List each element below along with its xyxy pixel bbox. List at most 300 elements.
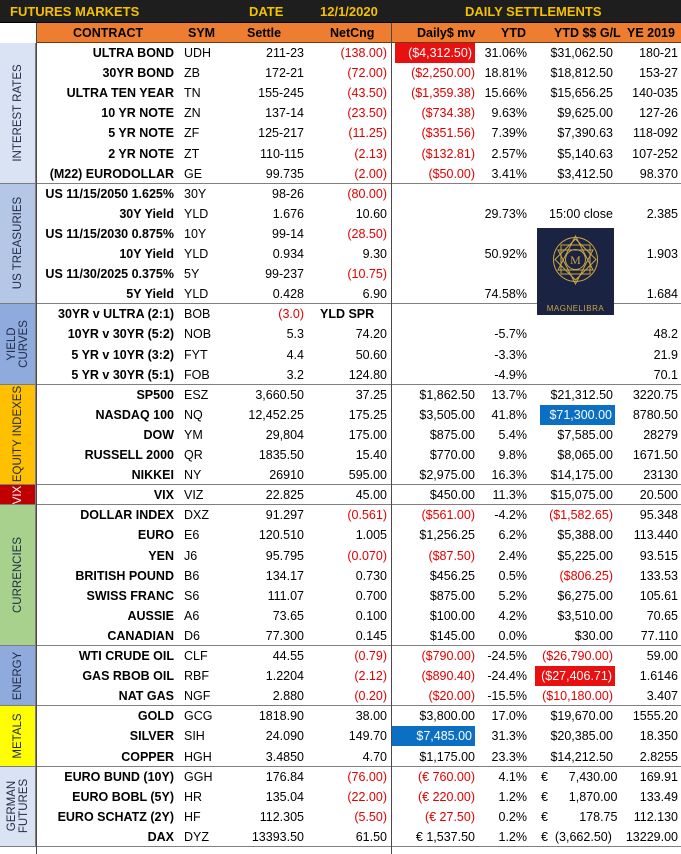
cell-sym: YM [184, 427, 203, 442]
section-label-text: CURRENCIES [11, 537, 24, 614]
cell-daily [392, 264, 475, 284]
section-label-text: YIELD CURVES [5, 320, 30, 368]
cell-contract: NAT GAS [118, 689, 174, 704]
cell-daily: ($890.40) [421, 669, 475, 684]
cell-contract: 10YR v 30YR (5:2) [67, 327, 174, 342]
cell-settle: 91.297 [265, 508, 304, 523]
cell-contract: NASDAQ 100 [95, 407, 174, 422]
table-row [36, 405, 681, 425]
cell-netcng: 50.60 [355, 347, 387, 362]
cell-sym: D6 [184, 628, 200, 643]
cell-ytd: 9.63% [491, 106, 527, 121]
cell-contract: RUSSELL 2000 [84, 448, 174, 462]
cell-ye: 13229.00 [625, 829, 678, 844]
section-label [0, 505, 36, 646]
cell-sym: HR [184, 789, 203, 804]
cell-settle: 44.55 [272, 649, 304, 663]
cell-daily: ($734.38) [421, 106, 475, 121]
cell-sym: J6 [184, 548, 198, 563]
cell-ye: 1.903 [646, 247, 678, 261]
cell-settle: 1818.90 [258, 709, 304, 724]
section-label-text: VIX [11, 485, 24, 505]
table-row [36, 505, 681, 525]
cell-ye: 1.684 [646, 287, 678, 302]
cell-netcng: 0.700 [355, 588, 387, 603]
cell-daily [392, 204, 475, 224]
magnelibra-logo [537, 228, 614, 315]
table-row [36, 827, 681, 847]
cell-contract: SWISS FRANC [86, 588, 174, 603]
cell-contract: GOLD [137, 709, 174, 724]
cell-ye: 133.49 [639, 789, 678, 804]
cell-sym: ESZ [184, 387, 209, 402]
cell-netcng: (0.20) [354, 689, 387, 704]
cell-netcng: 175.00 [348, 427, 387, 442]
cell-sym: YLD [184, 287, 209, 302]
col-settle: Settle [247, 26, 282, 40]
col-ye: YE 2019 [627, 26, 675, 40]
divider-left [36, 23, 37, 854]
cell-netcng: 15.40 [355, 448, 387, 462]
cell-netcng: 37.25 [355, 387, 387, 402]
cell-settle: 3.2 [286, 367, 304, 382]
cell-contract: WTI CRUDE OIL [78, 649, 174, 663]
date-label: DATE [249, 4, 284, 19]
cell-ye: 2.385 [646, 206, 678, 221]
cell-gl: $3,412.50 [557, 166, 613, 181]
cell-contract: EURO BUND (10Y) [64, 769, 174, 784]
cell-sym: GGH [184, 769, 213, 784]
cell-daily: $7,485.00 [392, 726, 475, 746]
table-row [36, 626, 681, 646]
col-contract: CONTRACT [73, 26, 144, 40]
table-row [36, 83, 681, 103]
cell-gl: $9,625.00 [557, 106, 613, 121]
svg-text:M: M [570, 253, 581, 267]
cell-daily: $1,256.25 [419, 528, 475, 543]
cell-gl: € 178.75 [541, 809, 618, 824]
col-netcng: NetCng [330, 26, 375, 40]
cell-contract: US 11/15/2050 1.625% [45, 186, 174, 201]
cell-ytd: 41.8% [491, 407, 527, 422]
cell-contract: US 11/30/2025 0.375% [45, 267, 174, 282]
cell-sym: A6 [184, 608, 200, 623]
cell-netcng: 61.50 [355, 829, 387, 844]
cell-contract: DOLLAR INDEX [80, 508, 174, 523]
table-row [36, 787, 681, 807]
cell-sym: HGH [184, 749, 212, 764]
cell-contract: EURO BOBL (5Y) [72, 789, 174, 804]
cell-ye: 3.407 [646, 689, 678, 704]
cell-contract: CANADIAN [107, 628, 174, 643]
cell-ytd: 0.5% [498, 568, 527, 583]
section-label [0, 43, 36, 184]
title: FUTURES MARKETS [10, 4, 140, 19]
cell-contract: AUSSIE [127, 608, 174, 623]
cell-ye: 1671.50 [632, 448, 678, 462]
cell-sym: GCG [184, 709, 213, 724]
cell-ye: 1.6146 [639, 669, 678, 684]
cell-gl: $3,510.00 [557, 608, 613, 623]
cell-daily [392, 224, 475, 244]
title-bar [0, 0, 681, 23]
cell-ye: 105.61 [639, 588, 678, 603]
cell-sym: FYT [184, 347, 208, 362]
cell-settle: 73.65 [272, 608, 304, 623]
cell-ye [618, 224, 678, 244]
cell-ye: 3220.75 [632, 387, 678, 402]
cell-sym: ZB [184, 66, 200, 81]
cell-contract: 10Y Yield [119, 247, 174, 261]
cell-settle: 12,452.25 [248, 407, 304, 422]
cell-contract: BRITISH POUND [75, 568, 174, 583]
cell-daily: ($50.00) [428, 166, 475, 181]
cell-contract: SP500 [136, 387, 174, 402]
cell-contract: DAX [147, 829, 174, 844]
table-row [36, 345, 681, 365]
cell-sym: NOB [184, 327, 212, 342]
cell-sym: QR [184, 448, 203, 462]
cell-sym: NGF [184, 689, 211, 704]
cell-gl: $71,300.00 [540, 405, 615, 425]
cell-sym: NY [184, 468, 202, 483]
data-grid [36, 43, 681, 854]
cell-ye: 169.91 [639, 769, 678, 784]
cell-contract: EURO SCHATZ (2Y) [57, 809, 174, 824]
cell-contract: YEN [148, 548, 174, 563]
cell-netcng: 9.30 [362, 247, 387, 261]
cell-daily [392, 284, 475, 304]
cell-daily: ($20.00) [428, 689, 475, 704]
cell-netcng: (72.00) [347, 66, 387, 81]
cell-daily [392, 244, 475, 264]
cell-netcng: (138.00) [340, 46, 387, 60]
cell-ytd: 1.2% [498, 829, 527, 844]
cell-gl [535, 345, 613, 365]
table-row [36, 706, 681, 726]
cell-contract: 10 YR NOTE [101, 106, 174, 121]
cell-sym: 30Y [184, 186, 207, 201]
table-row [36, 164, 681, 184]
cell-ytd: 50.92% [484, 247, 527, 261]
cell-ytd: 5.4% [498, 427, 527, 442]
col-daily: Daily$ mv [417, 26, 476, 40]
table-row [36, 184, 681, 204]
cell-settle: (3.0) [278, 307, 304, 322]
cell-ye: 127-26 [639, 106, 678, 121]
cell-ytd [476, 264, 527, 284]
cell-settle: 112.305 [259, 809, 304, 824]
cell-netcng: 149.70 [348, 729, 387, 744]
cell-netcng: YLD SPR [320, 307, 375, 322]
cell-gl: $14,212.50 [550, 749, 613, 764]
cell-daily: $1,862.50 [419, 387, 475, 402]
cell-daily: $3,505.00 [419, 407, 475, 422]
section-label [0, 304, 36, 384]
cell-ye: 98.370 [639, 166, 678, 181]
cell-sym: CLF [184, 649, 208, 663]
cell-netcng: (22.00) [347, 789, 387, 804]
cell-gl: $19,670.00 [550, 709, 613, 724]
cell-netcng: (0.070) [347, 548, 387, 563]
section-label [0, 706, 36, 766]
cell-sym: HF [184, 809, 201, 824]
cell-contract: US 11/15/2030 0.875% [45, 226, 174, 241]
section-label-text: ENERGY [11, 651, 24, 700]
cell-contract: ULTRA TEN YEAR [66, 86, 174, 101]
cell-netcng: (2.00) [354, 166, 387, 181]
cell-netcng: 175.25 [348, 407, 387, 422]
cell-sym: ZT [184, 146, 200, 161]
cell-netcng: (23.50) [347, 106, 387, 121]
table-row [36, 144, 681, 164]
cell-ye: 153-27 [639, 66, 678, 81]
cell-netcng: 74.20 [355, 327, 387, 342]
cell-settle: 0.428 [272, 287, 304, 302]
cell-gl [535, 324, 613, 344]
table-row [36, 606, 681, 626]
cell-sym: TN [184, 86, 201, 101]
cell-gl: $5,225.00 [557, 548, 613, 563]
cell-ye: 93.515 [639, 548, 678, 563]
cell-ytd: 5.2% [498, 588, 527, 603]
cell-daily: € 1,537.50 [415, 829, 475, 844]
cell-sym: 5Y [184, 267, 200, 282]
cell-gl: $6,275.00 [557, 588, 613, 603]
cell-sym: YLD [184, 247, 209, 261]
cell-contract: 5 YR v 30YR (5:1) [71, 367, 174, 382]
cell-settle: 134.17 [265, 568, 304, 583]
cell-contract: (M22) EURODOLLAR [49, 166, 174, 181]
cell-ytd [476, 224, 527, 244]
cell-netcng: (11.25) [348, 126, 387, 141]
cell-settle: 22.825 [265, 488, 304, 503]
section-label [0, 767, 36, 847]
cell-gl: € 7,430.00 [541, 769, 618, 784]
cell-ytd: 2.4% [498, 548, 527, 563]
cell-netcng: 6.90 [362, 287, 387, 302]
cell-ye: 2.8255 [639, 749, 678, 764]
cell-settle: 211-23 [266, 46, 304, 60]
cell-contract: DOW [143, 427, 174, 442]
cell-contract: 30Y Yield [119, 206, 174, 221]
table-row [36, 546, 681, 566]
cell-daily [392, 304, 475, 324]
cell-ytd: 1.2% [498, 789, 527, 804]
col-ytd: YTD [501, 26, 526, 40]
cell-ye: 59.00 [646, 649, 678, 663]
cell-settle: 176.84 [265, 769, 304, 784]
cell-ye: 21.9 [653, 347, 678, 362]
cell-ye: 48.2 [653, 327, 678, 342]
cell-gl: € 1,870.00 [541, 789, 618, 804]
cell-ytd: 11.3% [492, 488, 527, 503]
cell-gl: $31,062.50 [550, 46, 613, 60]
cell-netcng: 595.00 [348, 468, 387, 483]
cell-ytd: 17.0% [491, 709, 527, 724]
cell-gl: ($26,790.00) [542, 649, 613, 663]
cell-ye [618, 304, 678, 324]
cell-ytd: 74.58% [484, 287, 527, 302]
table-row [36, 465, 681, 485]
cell-settle: 99-14 [272, 226, 304, 241]
cell-sym: RBF [184, 669, 209, 684]
section-label [0, 385, 36, 486]
cell-ytd: 18.81% [484, 66, 527, 81]
cell-ytd: 16.3% [491, 468, 527, 483]
cell-contract: VIX [153, 488, 174, 503]
cell-netcng: 0.730 [355, 568, 387, 583]
cell-contract: 5 YR v 10YR (3:2) [71, 347, 174, 362]
cell-contract: 30YR BOND [102, 66, 174, 81]
cell-contract: GAS RBOB OIL [82, 669, 174, 684]
section-label [0, 485, 36, 505]
table-row [36, 485, 681, 505]
cell-ytd: 4.1% [498, 769, 527, 784]
cell-settle: 5.3 [286, 327, 304, 342]
cell-netcng: (80.00) [347, 186, 387, 201]
cell-gl [535, 365, 613, 385]
cell-daily: ($561.00) [421, 508, 475, 523]
cell-settle: 110-115 [259, 146, 304, 161]
cell-settle: 24.090 [265, 729, 304, 744]
date-value: 12/1/2020 [320, 4, 378, 19]
cell-contract: 5Y Yield [126, 287, 174, 302]
cell-ye: 107-252 [632, 146, 678, 161]
cell-daily: $875.00 [429, 427, 475, 442]
table-row [36, 43, 681, 63]
table-row [36, 63, 681, 83]
cell-daily: ($351.56) [421, 126, 475, 141]
section-label-text: INTEREST RATES [11, 64, 24, 162]
cell-ytd: 23.3% [491, 749, 527, 764]
cell-ytd: -24.5% [487, 649, 527, 663]
cell-settle: 155-245 [258, 86, 304, 101]
table-row [36, 445, 681, 465]
cell-ytd: -24.4% [487, 669, 527, 684]
cell-netcng: 124.80 [348, 367, 387, 382]
cell-daily [392, 345, 475, 365]
cell-ye: 23130 [643, 468, 678, 483]
cell-daily: (€ 27.50) [424, 809, 475, 824]
table-row [36, 767, 681, 787]
cell-sym: DXZ [184, 508, 209, 523]
cell-netcng: (10.75) [347, 267, 387, 282]
cell-ytd: 31.06% [484, 46, 527, 60]
cell-ye: 77.110 [640, 628, 678, 643]
cell-ye: 133.53 [639, 568, 678, 583]
cell-ytd: 13.7% [491, 387, 527, 402]
cell-sym: ZN [184, 106, 201, 121]
cell-daily: $456.25 [429, 568, 475, 583]
cell-ytd: 2.57% [491, 146, 527, 161]
section-label-text: METALS [11, 713, 24, 759]
cell-ytd: 7.39% [491, 126, 527, 141]
table-row [36, 425, 681, 445]
cell-ye: 70.1 [653, 367, 678, 382]
cell-contract: NIKKEI [131, 468, 174, 483]
cell-ytd [476, 184, 527, 204]
cell-ytd: -4.2% [494, 508, 527, 523]
cell-settle: 137-14 [265, 106, 304, 121]
cell-netcng: 0.145 [355, 628, 387, 643]
cell-daily: $1,175.00 [419, 749, 475, 764]
cell-netcng: (43.50) [347, 86, 387, 101]
cell-ytd: -5.7% [494, 327, 527, 342]
cell-sym: UDH [184, 46, 212, 60]
cell-settle: 135.04 [265, 789, 304, 804]
cell-gl: $14,175.00 [550, 468, 613, 483]
cell-gl: $7,390.63 [557, 126, 613, 141]
cell-daily: $145.00 [429, 628, 475, 643]
cell-netcng: (0.79) [354, 649, 387, 663]
table-row [36, 204, 681, 224]
table-row [36, 586, 681, 606]
cell-netcng: 1.005 [355, 528, 387, 543]
cell-daily [392, 184, 475, 204]
cell-ytd: 4.2% [498, 608, 527, 623]
cell-ye: 113.440 [633, 528, 678, 543]
cell-gl: ($27,406.71) [535, 666, 615, 686]
cell-ytd: 0.2% [498, 809, 527, 824]
cell-ytd: 6.2% [498, 528, 527, 543]
cell-ytd: 15.66% [484, 86, 527, 101]
cell-settle: 77.300 [265, 628, 304, 643]
settlements-title: DAILY SETTLEMENTS [465, 4, 602, 19]
cell-gl: $5,140.63 [557, 146, 613, 161]
cell-daily: ($2,250.00) [411, 66, 475, 81]
table-row [36, 566, 681, 586]
table-row [36, 807, 681, 827]
cell-daily: (€ 220.00) [418, 789, 475, 804]
cell-ye: 118-092 [633, 126, 678, 141]
cell-sym: S6 [184, 588, 200, 603]
cell-settle: 3,660.50 [255, 387, 304, 402]
cell-settle: 1.2204 [265, 669, 304, 684]
cell-daily [392, 365, 475, 385]
cell-settle: 3.4850 [265, 749, 304, 764]
cell-sym: E6 [184, 528, 200, 543]
cell-sym: ZF [184, 126, 200, 141]
cell-ye: 1555.20 [632, 709, 678, 724]
table-row [36, 666, 681, 686]
cell-settle: 13393.50 [251, 829, 304, 844]
cell-contract: 5 YR NOTE [108, 126, 174, 141]
table-row [36, 747, 681, 767]
table-row [36, 686, 681, 706]
cell-ye: 8780.50 [632, 407, 678, 422]
section-label [0, 184, 36, 305]
cell-settle: 99.735 [265, 166, 304, 181]
table-row [36, 525, 681, 545]
cell-ye: 180-21 [639, 46, 678, 60]
cell-daily: $3,800.00 [419, 709, 475, 724]
cell-settle: 1.676 [272, 206, 304, 221]
cell-daily: $450.00 [429, 488, 475, 503]
cell-gl: $30.00 [574, 628, 613, 643]
cell-settle: 4.4 [286, 347, 304, 362]
cell-settle: 29,804 [265, 427, 304, 442]
cell-gl: ($10,180.00) [542, 689, 613, 704]
cell-ye: 20.500 [639, 488, 678, 503]
cell-sym: 10Y [184, 226, 207, 241]
cell-ye: 140-035 [632, 86, 678, 101]
cell-ytd: -4.9% [494, 367, 527, 382]
section-label-text: EQUITY INDEXES [11, 386, 24, 483]
cell-sym: YLD [184, 206, 209, 221]
cell-settle: 111.07 [267, 588, 304, 603]
cell-ye: 95.348 [639, 508, 678, 523]
